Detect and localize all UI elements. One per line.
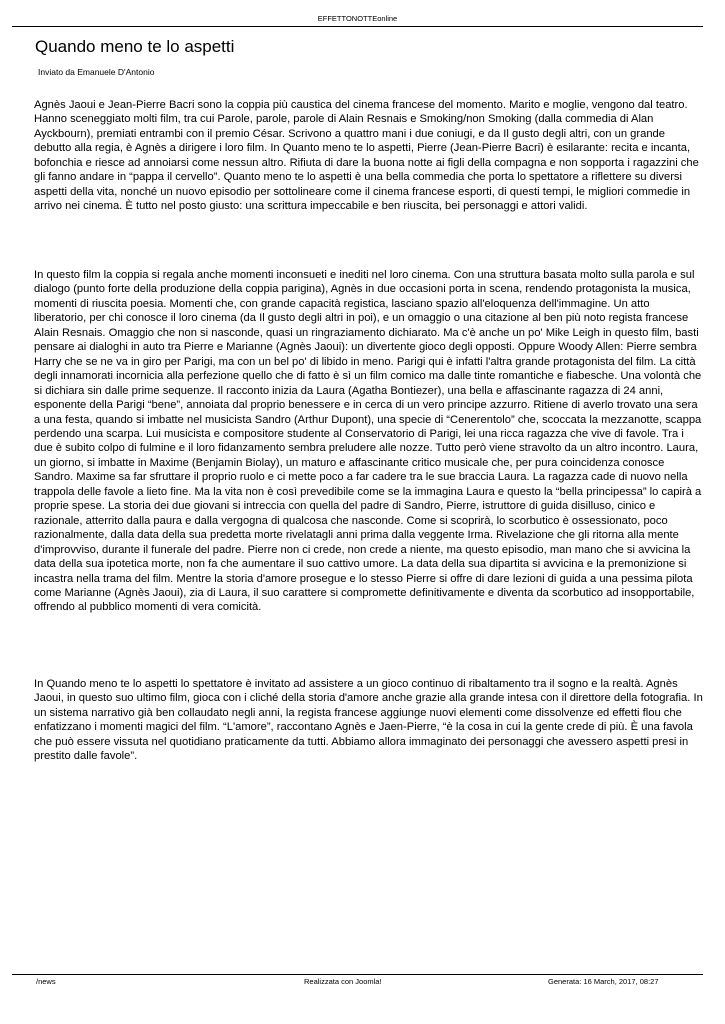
article-title: Quando meno te lo aspetti	[35, 37, 235, 56]
footer-powered-by: Realizzata con Joomla!	[304, 977, 382, 986]
article-paragraph-1: Agnès Jaoui e Jean-Pierre Bacri sono la coppia più caustica del cinema francese del momento. Marito e moglie, vengono dal teatro. Hanno sceneggiato molti film, tra cui Parole, parole, parole di Alain Resnais e Smoking/non Smoking (dalla commedia di Alan Ayckbourn), premiati entrambi con il premio César. Scrivono a quattro mani i due coniugi, e da Il gusto degli altri, con un grande debutto alla regia, è Agnès a dirigere i loro film. In Quanto meno te lo aspetti, Pierre (Jean-Pierre Bacri) è esilarante: recita e incanta, bofonchia e riesce ad annoiarsi come nessun altro. Rifiuta di dare la buona notte ai figli della compagna e non sopporta i ragazzini che gli fanno andare in “pappa il cervello”. Quanto meno te lo aspetti è una bella commedia che porta lo spettatore a riflettere su diversi aspetti della vita, nonché un nuovo episodio per sottolineare come il cinema francese esporti, di questi tempi, le migliori commedie in arrivo nei cinema. È tutto nel posto giusto: una scrittura impeccabile e ben riuscita, bei personaggi e attori validi.	[34, 99, 699, 213]
article-paragraph-2: In questo film la coppia si regala anche momenti inconsueti e inediti nel loro cinema. Con una struttura basata molto sulla parola e sul dialogo (punto forte della produzione della coppia parigina), Agnès in due occasioni porta in scena, rendendo protagonista la musica, momenti di riuscita poesia. Momenti che, con grande capacità registica, lasciano spazio all'eloquenza dell'immagine. Un atto liberatorio, per chi conosce il loro cinema (da Il gusto degli altri in poi), e un omaggio o una citazione al ben più noto regista francese Alain Resnais. Omaggio che non si nasconde, quasi un ringraziamento dichiarato. Ma c'è anche un po' Mike Leigh in questo film, basti pensare ai dialoghi in auto tra Pierre e Marianne (Agnès Jaoui): un divertente gioco degli opposti. Oppure Woody Allen: Pierre sembra Harry che se ne va in giro per Parigi, ma con un bel po' di libido in meno. Parigi qui è infatti l'altra grande protagonista del film. La città degli innamorati incornicia alla perfezione quello che di fatto è sì un film comico ma dalle tinte romantiche e fiabesche. Una volontà che si dichiara sin dalle prime sequenze. Il racconto inizia da Laura (Agatha Bontiezer), una bella e affascinante ragazza di 24 anni, esponente della Parigi “bene”, annoiata dal proprio benessere e in cerca di un vero principe azzurro. Ritiene di averlo trovato una sera a una festa, quando si imbatte nel musicista Sandro (Arthur Dupont), una specie di “Cenerentolo” che, scoccata la mezzanotte, scappa perdendo una scarpa. Lui musicista e compositore studente al Conservatorio di Parigi, lei una ricca ragazza che vive di favole. Tra i due è subito colpo di fulmine e il loro fidanzamento sembra preludere alle nozze. Tutto però viene stravolto da un altro incontro. Laura, un giorno, si imbatte in Maxime (Benjamin Biolay), un maturo e affascinante critico musicale che, per pura coincidenza conosce Sandro. Maxime sa far sfruttare il proprio ruolo e ci mette poco a far cadere tra le sue braccia Laura. La ragazza cade di nuovo nella trappola delle favole a lieto fine. Ma la vita non è così prevedibile come se la immagina Laura e questo la “bella principessa” lo capirà a proprie spese. La storia dei due giovani si intreccia con quella del padre di Sandro, Pierre, istruttore di guida disilluso, cinico e razionale, atterrito dalla paura e dalla vergogna di qualcosa che nasconde. Come si scoprirà, lo scorbutico è ossessionato, poco razionalmente, dalla data della sua predetta morte rivelatagli anni prima dalla veggente Irma. Rivelazione che gli ritorna alla mente d'improvviso, durante il funerale del padre. Pierre non ci crede, non crede a niente, ma questo episodio, man mano che si avvicina la data della sua ipotetica morte, non fa che aumentare il suo cattivo umore. La data della sua dipartita si avvicina e la premonizione si incastra nella trama del film. Mentre la storia d'amore prosegue e lo stesso Pierre si offre di dare lezioni di guida a una pessima pilota come Marianne (Agnès Jaoui), zia di Laura, il suo carattere si compromette definitivamente e diventa da scorbutico ad insopportabile, offrendo al pubblico momenti di vera comicità.	[34, 269, 702, 614]
site-header: EFFETTONOTTEonline	[12, 14, 703, 27]
footer-section-link[interactable]: /news	[36, 977, 56, 986]
footer-generated-date: Generata: 16 March, 2017, 08:27	[548, 977, 659, 986]
footer-divider	[12, 974, 703, 975]
article-paragraph-3: In Quando meno te lo aspetti lo spettatore è invitato ad assistere a un gioco continuo di ribaltamento tra il sogno e la realtà. Agnès Jaoui, in questo suo ultimo film, gioca con i cliché della storia d'amore anche grazie alla grande intesa con il direttore della fotografia. In un sistema narrativo già ben collaudato negli anni, la regista francese aggiunge nuovi elementi come dissolvenze ed effetti flou che enfatizzano i momenti magici del film. “L'amore”, raccontano Agnès e Jaen-Pierre, “è la cosa in cui la gente crede di più. È una favola che può essere vissuta nel quotidiano praticamente da tutti. Abbiamo allora immaginato dei personaggi che avessero aspetti presi in prestito dalle favole”.	[34, 678, 703, 763]
article-byline: Inviato da Emanuele D'Antonio	[38, 67, 155, 77]
